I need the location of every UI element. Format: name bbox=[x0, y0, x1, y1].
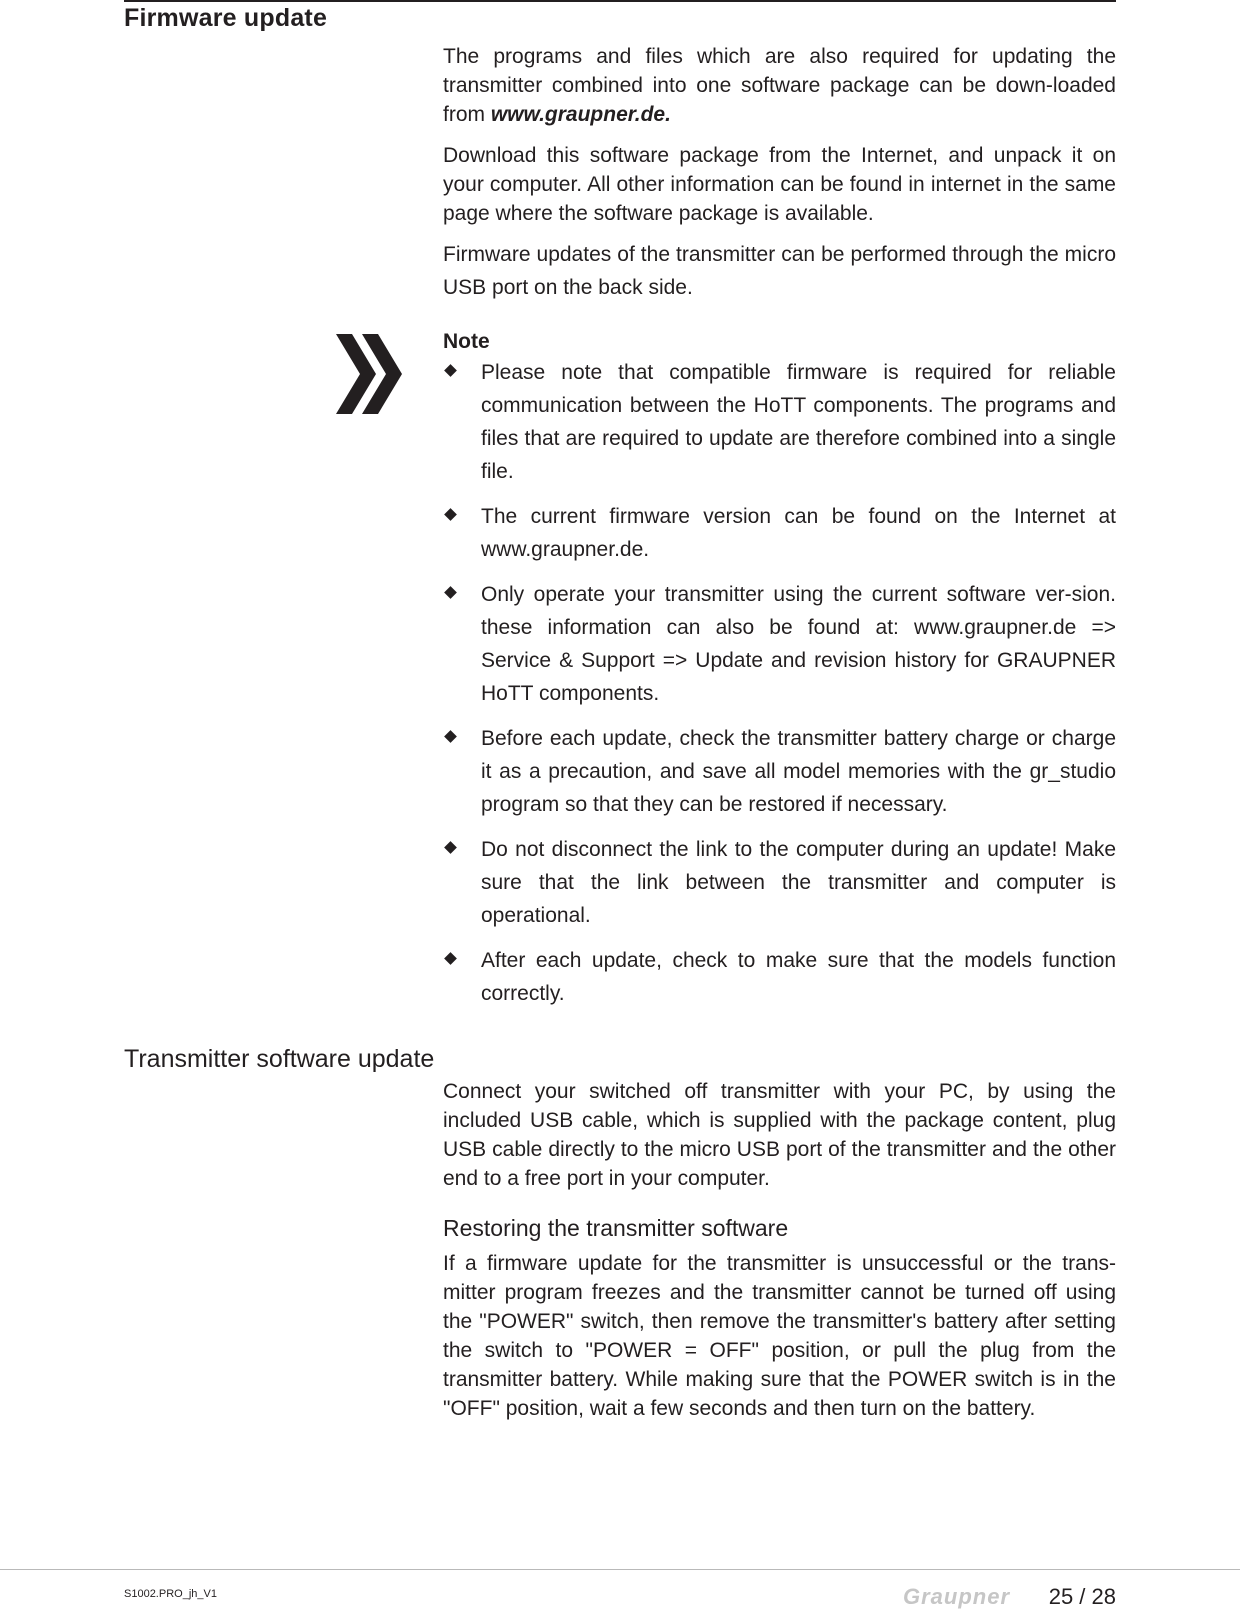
list-item-text: Do not disconnect the link to the computer during an update! Make sure that the link between the transmitter and computer is operational. bbox=[481, 838, 1116, 927]
list-item bbox=[443, 500, 1116, 566]
restore-title: Restoring the transmitter software bbox=[443, 1215, 789, 1241]
transmitter-update-title: Transmitter software update bbox=[124, 1045, 435, 1073]
connect-paragraph: Connect your switched off transmitter with your PC, by using the included USB cable, which is supplied with the package content, plug USB cable directly to the micro USB port of the transmitter and the other end to a free port in your computer. bbox=[443, 1080, 1116, 1190]
note-title: Note bbox=[443, 330, 490, 353]
diamond-bullet-icon bbox=[444, 586, 457, 599]
top-rule bbox=[124, 0, 1116, 2]
section-title: Firmware update bbox=[124, 4, 328, 32]
restore-paragraph: If a firmware update for the transmitter is unsuccessful or the trans-mitter program freezes and the transmitter cannot be turned off using the "POWER" switch, then remove the transmitter's battery after setting the switch to "POWER = OFF" position, or pull the plug from the transmitter battery. While making sure that the POWER switch is in the "OFF" position, wait a few seconds and then turn on the battery. bbox=[443, 1252, 1116, 1420]
page-number: 25 / 28 bbox=[1048, 1584, 1116, 1609]
list-item-text: Before each update, check the transmitter battery charge or charge it as a precaution, and save all model memories with the gr_studio program so that they can be restored if necessary. bbox=[481, 727, 1116, 816]
list-item-text: The current firmware version can be found on the Internet at www.graupner.de. bbox=[481, 505, 1116, 561]
list-item bbox=[443, 578, 1116, 710]
list-item-text: After each update, check to make sure that the models function correctly. bbox=[481, 949, 1116, 1005]
brand-logo: Graupner bbox=[903, 1584, 1011, 1609]
footer-rule bbox=[0, 1569, 1240, 1570]
list-item bbox=[443, 833, 1116, 932]
document-id: S1002.PRO_jh_V1 bbox=[124, 1588, 217, 1600]
diamond-bullet-icon bbox=[444, 952, 457, 965]
note-list bbox=[443, 356, 1116, 1010]
intro-paragraph-2: Download this software package from the Internet, and unpack it on your computer. All other information can be found in internet in the same page where the software package is available. bbox=[443, 144, 1116, 225]
firmware-intro bbox=[443, 42, 1116, 316]
list-item bbox=[443, 722, 1116, 821]
intro-paragraph-1 bbox=[443, 42, 1116, 129]
graupner-link[interactable]: www.graupner.de. bbox=[490, 103, 671, 126]
diamond-bullet-icon bbox=[444, 364, 457, 377]
diamond-bullet-icon bbox=[444, 841, 457, 854]
list-item bbox=[443, 356, 1116, 488]
double-chevron-right-icon bbox=[336, 334, 402, 414]
note-block bbox=[443, 328, 1116, 1022]
list-item-text: Please note that compatible firmware is required for reliable communication between the HoTT components. The programs and files that are required to update are therefore combined into a single file. bbox=[481, 361, 1116, 483]
list-item-text: Only operate your transmitter using the current software ver-sion. these information can also be found at: www.graupner.de => Service & Support => Update and revision history for GRAUPNER HoTT components. bbox=[481, 583, 1116, 705]
intro-paragraph-3: Firmware updates of the transmitter can be performed through the micro USB port on the back side. bbox=[443, 243, 1116, 299]
diamond-bullet-icon bbox=[444, 730, 457, 743]
list-item bbox=[443, 944, 1116, 1010]
intro-text-1: The programs and files which are also required for updating the transmitter combined into one software package can be down-loaded from bbox=[443, 45, 1116, 126]
transmitter-update-body bbox=[443, 1077, 1116, 1443]
diamond-bullet-icon bbox=[444, 508, 457, 521]
